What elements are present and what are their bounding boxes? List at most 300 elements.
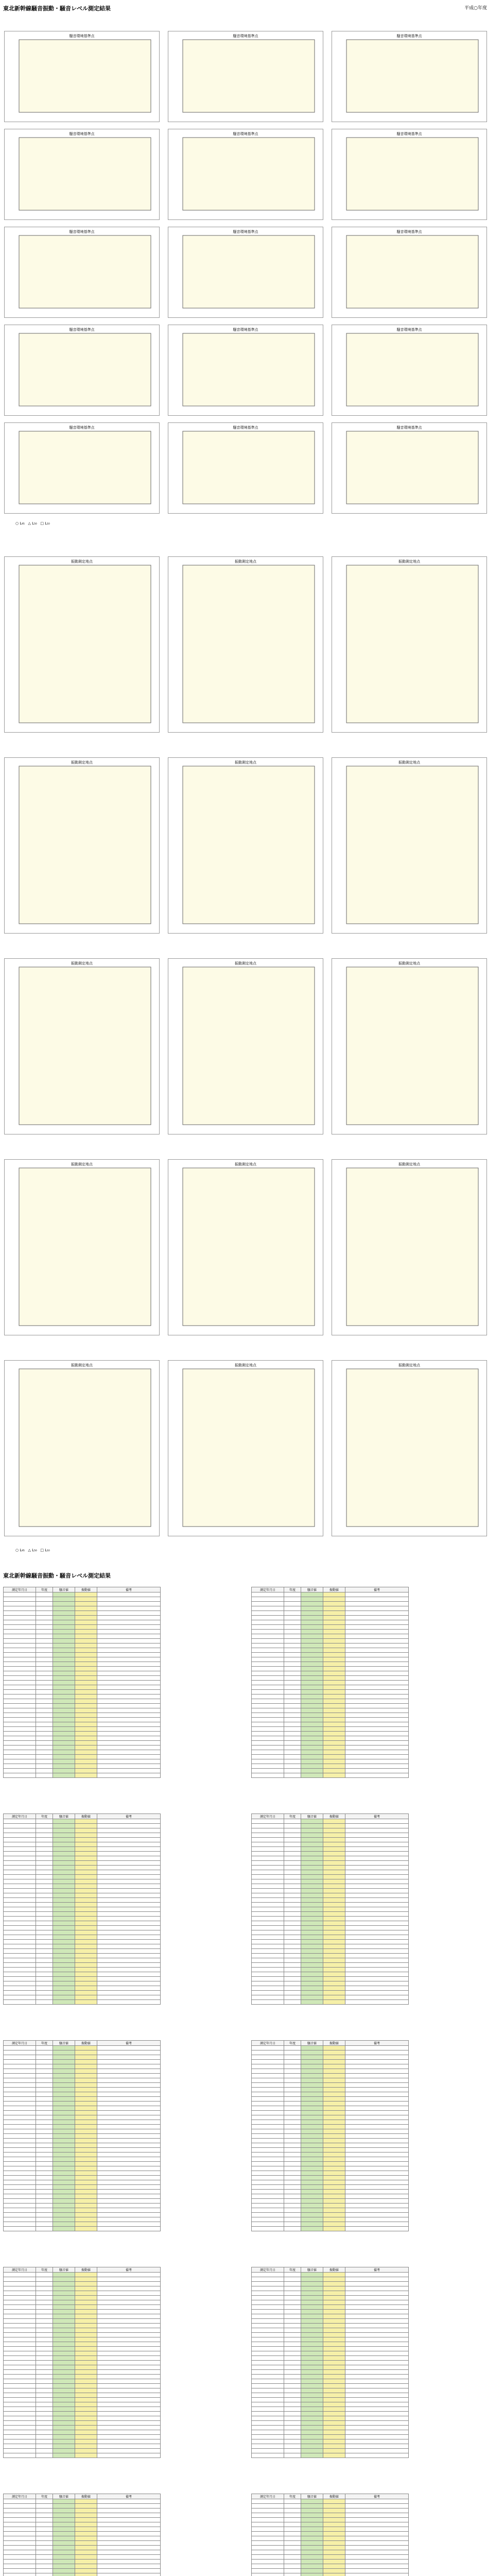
table-cell xyxy=(252,2569,284,2573)
table-cell xyxy=(4,1597,36,1602)
table-row xyxy=(252,2305,409,2310)
table-cell xyxy=(97,1662,161,1667)
table-cell xyxy=(252,1991,284,1995)
table-row xyxy=(252,1759,409,1764)
table-cell xyxy=(345,1954,409,1958)
header-right-label: 平成○年度 xyxy=(464,6,487,11)
table-cell xyxy=(252,1736,284,1741)
table-cell xyxy=(75,2273,97,2277)
table-row xyxy=(252,1907,409,1912)
table-cell xyxy=(4,1718,36,1722)
table-cell xyxy=(75,2430,97,2435)
table-cell xyxy=(36,1643,53,1648)
table-cell xyxy=(252,1727,284,1732)
table-cell xyxy=(301,1842,323,1847)
table-cell xyxy=(75,1879,97,1884)
table-cell xyxy=(36,2365,53,2370)
table-cell xyxy=(53,1977,75,1981)
table-cell xyxy=(323,1732,345,1736)
table-cell xyxy=(301,1764,323,1769)
table-cell xyxy=(4,1861,36,1866)
chart-title: 振動測定地点 xyxy=(235,961,256,965)
table-cell xyxy=(97,1643,161,1648)
table-cell xyxy=(301,1917,323,1921)
table-cell xyxy=(97,2050,161,2055)
table-cell xyxy=(345,1856,409,1861)
table-cell xyxy=(36,2532,53,2536)
table-cell xyxy=(53,2449,75,2453)
table-cell xyxy=(345,2222,409,2227)
table-cell xyxy=(4,1759,36,1764)
table-cell xyxy=(53,2273,75,2277)
table-cell xyxy=(323,2148,345,2153)
data-table-block xyxy=(251,2494,409,2576)
table-cell xyxy=(75,2375,97,2379)
table-header: 備考 xyxy=(97,1814,161,1819)
chart-title: 振動測定地点 xyxy=(71,560,93,564)
table-cell xyxy=(252,1722,284,1727)
table-row xyxy=(252,2430,409,2435)
table-row xyxy=(252,2083,409,2088)
table-row xyxy=(252,2134,409,2139)
chart-title: 騒音環境基準点 xyxy=(69,132,95,136)
table-cell xyxy=(75,2527,97,2532)
table-cell xyxy=(53,1704,75,1708)
table-cell xyxy=(252,2412,284,2416)
table-cell xyxy=(284,2300,301,2305)
table-row xyxy=(252,1819,409,1824)
table-cell xyxy=(345,1759,409,1764)
table-cell xyxy=(75,2083,97,2088)
table-cell xyxy=(252,1732,284,1736)
table-cell xyxy=(4,2550,36,2555)
table-cell xyxy=(75,1648,97,1653)
table-cell xyxy=(53,2106,75,2111)
chart-title: 振動測定地点 xyxy=(235,1363,256,1367)
table-cell xyxy=(301,2296,323,2300)
data-table xyxy=(251,1587,409,1778)
table-cell xyxy=(252,2560,284,2564)
table-cell xyxy=(36,2273,53,2277)
data-table xyxy=(3,2267,161,2458)
table-row xyxy=(252,1681,409,1685)
table-cell xyxy=(284,2402,301,2407)
table-cell xyxy=(252,1625,284,1630)
table-cell xyxy=(345,2527,409,2532)
table-cell xyxy=(97,2314,161,2319)
table-row xyxy=(252,2227,409,2231)
table-row xyxy=(4,1903,161,1907)
table-cell xyxy=(301,2273,323,2277)
table-row xyxy=(252,1940,409,1944)
table-cell xyxy=(301,1671,323,1676)
table-cell xyxy=(4,2194,36,2199)
data-table-block xyxy=(3,2494,161,2576)
table-row xyxy=(4,2550,161,2555)
table-cell xyxy=(4,1713,36,1718)
table-row xyxy=(4,1991,161,1995)
table-cell xyxy=(284,1893,301,1898)
table-row xyxy=(252,2046,409,2050)
table-cell xyxy=(301,1879,323,1884)
table-cell xyxy=(53,1884,75,1889)
table-cell xyxy=(4,1662,36,1667)
table-cell xyxy=(97,2111,161,2115)
table-row xyxy=(4,1963,161,1968)
table-cell xyxy=(345,1968,409,1972)
table-row xyxy=(252,2564,409,2569)
table-cell xyxy=(75,2541,97,2546)
table-cell xyxy=(323,1977,345,1981)
table-cell xyxy=(36,2388,53,2393)
table-cell xyxy=(97,1995,161,2000)
table-row xyxy=(252,2129,409,2134)
table-cell xyxy=(36,2375,53,2379)
table-cell xyxy=(97,1722,161,1727)
table-cell xyxy=(53,1694,75,1699)
table-row xyxy=(4,2333,161,2337)
table-cell xyxy=(36,2324,53,2328)
table-cell xyxy=(345,1625,409,1630)
table-row xyxy=(4,2000,161,2005)
table-cell xyxy=(75,1870,97,1875)
table-cell xyxy=(301,1597,323,1602)
table-cell xyxy=(53,2208,75,2213)
table-row xyxy=(252,1833,409,1838)
table-cell xyxy=(345,2569,409,2573)
table-cell xyxy=(36,1954,53,1958)
table-row xyxy=(4,1759,161,1764)
table-cell xyxy=(4,1676,36,1681)
table-cell xyxy=(345,2375,409,2379)
table-cell xyxy=(75,1991,97,1995)
table-cell xyxy=(345,1662,409,1667)
table-cell xyxy=(36,2351,53,2356)
table-row xyxy=(4,2277,161,2282)
table-cell xyxy=(97,2166,161,2171)
table-cell xyxy=(97,2199,161,2204)
table-cell xyxy=(75,2286,97,2291)
table-cell xyxy=(97,1875,161,1879)
table-cell xyxy=(36,1949,53,1954)
table-cell xyxy=(36,2213,53,2217)
table-cell xyxy=(284,1625,301,1630)
table-cell xyxy=(323,2430,345,2435)
table-cell xyxy=(53,1968,75,1972)
table-cell xyxy=(345,2416,409,2421)
table-cell xyxy=(75,1764,97,1769)
table-row xyxy=(4,1981,161,1986)
table-row xyxy=(4,2222,161,2227)
table-cell xyxy=(53,1852,75,1856)
table-cell xyxy=(323,2393,345,2398)
data-table xyxy=(3,1587,161,1778)
table-row xyxy=(252,1935,409,1940)
table-cell xyxy=(36,1889,53,1893)
table-cell xyxy=(4,2111,36,2115)
table-cell xyxy=(284,2347,301,2351)
table-cell xyxy=(301,1921,323,1926)
table-cell xyxy=(301,2550,323,2555)
table-cell xyxy=(97,2217,161,2222)
table-cell xyxy=(284,1764,301,1769)
table-cell xyxy=(301,1930,323,1935)
table-cell xyxy=(345,1833,409,1838)
table-row xyxy=(4,2064,161,2069)
table-cell xyxy=(323,1690,345,1694)
table-cell xyxy=(75,1616,97,1620)
table-cell xyxy=(36,2305,53,2310)
table-cell xyxy=(252,2361,284,2365)
table-cell xyxy=(284,2532,301,2536)
table-cell xyxy=(75,1930,97,1935)
chart-panel xyxy=(332,31,487,122)
table-cell xyxy=(97,2319,161,2324)
table-row xyxy=(252,1630,409,1634)
table-cell xyxy=(4,2569,36,2573)
table-cell xyxy=(36,1657,53,1662)
table-cell xyxy=(284,2388,301,2393)
table-row xyxy=(4,1620,161,1625)
table-row xyxy=(252,2314,409,2319)
table-cell xyxy=(301,1662,323,1667)
chart-plot xyxy=(168,325,323,415)
table-cell xyxy=(301,2291,323,2296)
table-cell xyxy=(345,1986,409,1991)
table-cell xyxy=(75,2222,97,2227)
table-cell xyxy=(53,1671,75,1676)
table-cell xyxy=(345,1907,409,1912)
table-cell xyxy=(36,1893,53,1898)
table-cell xyxy=(53,1889,75,1893)
table-row xyxy=(252,1676,409,1681)
table-cell xyxy=(301,2536,323,2541)
table-cell xyxy=(345,2453,409,2458)
table-cell xyxy=(323,1875,345,1879)
table-cell xyxy=(53,2227,75,2231)
plot-area xyxy=(346,138,478,210)
table-cell xyxy=(75,1833,97,1838)
table-cell xyxy=(53,2536,75,2541)
table-row xyxy=(4,2546,161,2550)
table-cell xyxy=(75,1606,97,1611)
table-cell xyxy=(301,2300,323,2305)
table-row xyxy=(4,2504,161,2509)
table-row xyxy=(252,2139,409,2143)
data-table xyxy=(3,2494,161,2576)
table-cell xyxy=(323,1681,345,1685)
table-cell xyxy=(345,2439,409,2444)
table-cell xyxy=(252,1995,284,2000)
table-cell xyxy=(75,1847,97,1852)
table-cell xyxy=(345,1630,409,1634)
table-cell xyxy=(53,2319,75,2324)
table-cell xyxy=(97,2060,161,2064)
table-cell xyxy=(301,2092,323,2097)
table-cell xyxy=(4,2319,36,2324)
table-cell xyxy=(284,2078,301,2083)
table-row xyxy=(4,1819,161,1824)
table-cell xyxy=(252,2504,284,2509)
table-cell xyxy=(53,1986,75,1991)
table-cell xyxy=(4,1824,36,1828)
table-cell xyxy=(301,1898,323,1903)
table-cell xyxy=(36,2078,53,2083)
table-cell xyxy=(345,1769,409,1773)
table-cell xyxy=(323,2227,345,2231)
table-row xyxy=(252,1648,409,1653)
table-cell xyxy=(345,2273,409,2277)
table-cell xyxy=(4,1963,36,1968)
table-cell xyxy=(323,1592,345,1597)
table-cell xyxy=(323,1898,345,1903)
table-cell xyxy=(4,2092,36,2097)
table-cell xyxy=(252,2426,284,2430)
table-cell xyxy=(53,1856,75,1861)
table-cell xyxy=(75,1944,97,1949)
table-cell xyxy=(75,1861,97,1866)
table-cell xyxy=(252,1828,284,1833)
table-cell xyxy=(75,2106,97,2111)
table-cell xyxy=(75,2088,97,2092)
table-cell xyxy=(301,2134,323,2139)
table-cell xyxy=(284,1690,301,1694)
table-header: 振動値 xyxy=(323,2267,345,2273)
table-row xyxy=(4,2522,161,2527)
table-cell xyxy=(75,2064,97,2069)
table-cell xyxy=(284,1944,301,1949)
table-cell xyxy=(75,2120,97,2125)
table-cell xyxy=(345,1755,409,1759)
table-cell xyxy=(36,2560,53,2564)
table-cell xyxy=(345,1634,409,1639)
table-cell xyxy=(323,1620,345,1625)
table-cell xyxy=(97,1842,161,1847)
table-cell xyxy=(252,1954,284,1958)
table-cell xyxy=(323,1842,345,1847)
table-cell xyxy=(284,2139,301,2143)
table-row xyxy=(4,1828,161,1833)
table-row xyxy=(4,2416,161,2421)
table-cell xyxy=(301,2453,323,2458)
table-row xyxy=(4,2324,161,2328)
table-cell xyxy=(301,2074,323,2078)
table-row xyxy=(4,2217,161,2222)
table-cell xyxy=(252,2190,284,2194)
table-cell xyxy=(53,2532,75,2536)
table-cell xyxy=(97,2157,161,2162)
table-cell xyxy=(4,2310,36,2314)
legend-item: △ L₅₀ xyxy=(28,521,37,526)
table-cell xyxy=(284,1912,301,1917)
table-cell xyxy=(53,2509,75,2513)
table-cell xyxy=(323,2166,345,2171)
table-cell xyxy=(323,1667,345,1671)
table-cell xyxy=(53,2375,75,2379)
table-cell xyxy=(75,1852,97,1856)
table-cell xyxy=(53,2333,75,2337)
table-header: 測定年月日 xyxy=(4,1587,36,1592)
table-cell xyxy=(36,1912,53,1917)
table-cell xyxy=(252,2208,284,2213)
table-cell xyxy=(97,2527,161,2532)
table-cell xyxy=(301,1935,323,1940)
table-row xyxy=(252,1597,409,1602)
chart-plot xyxy=(5,959,159,1134)
table-cell xyxy=(97,1616,161,1620)
chart-panel xyxy=(332,325,487,416)
table-cell xyxy=(323,2074,345,2078)
table-cell xyxy=(345,2204,409,2208)
table-row xyxy=(4,1750,161,1755)
table-cell xyxy=(75,2204,97,2208)
table-cell xyxy=(284,2305,301,2310)
table-cell xyxy=(252,1769,284,1773)
table-cell xyxy=(53,2176,75,2180)
chart-panel xyxy=(4,1360,160,1536)
table-cell xyxy=(345,2305,409,2310)
table-row xyxy=(252,2426,409,2430)
table-cell xyxy=(97,2426,161,2430)
table-cell xyxy=(75,2162,97,2166)
table-cell xyxy=(53,1879,75,1884)
table-cell xyxy=(284,1708,301,1713)
table-cell xyxy=(75,1620,97,1625)
table-cell xyxy=(36,1847,53,1852)
table-cell xyxy=(53,2222,75,2227)
table-cell xyxy=(4,2097,36,2102)
table-row xyxy=(252,2166,409,2171)
table-cell xyxy=(252,2550,284,2555)
table-row xyxy=(252,2439,409,2444)
table-cell xyxy=(252,1949,284,1954)
table-cell xyxy=(252,2064,284,2069)
table-cell xyxy=(53,1653,75,1657)
table-cell xyxy=(345,2393,409,2398)
table-row xyxy=(252,2569,409,2573)
table-cell xyxy=(323,2569,345,2573)
table-cell xyxy=(301,1958,323,1963)
table-cell xyxy=(36,1968,53,1972)
table-cell xyxy=(53,2365,75,2370)
table-cell xyxy=(97,1690,161,1694)
table-row xyxy=(4,2129,161,2134)
table-cell xyxy=(345,2361,409,2365)
table-cell xyxy=(301,1986,323,1991)
table-cell xyxy=(284,2157,301,2162)
table-row xyxy=(252,2421,409,2426)
table-cell xyxy=(252,2384,284,2388)
plot-area xyxy=(183,565,315,723)
table-cell xyxy=(323,2499,345,2504)
table-cell xyxy=(36,2055,53,2060)
table-cell xyxy=(75,2522,97,2527)
table-row xyxy=(4,2204,161,2208)
table-cell xyxy=(97,1708,161,1713)
table-cell xyxy=(97,2439,161,2444)
table-cell xyxy=(53,1634,75,1639)
table-cell xyxy=(36,2407,53,2412)
table-cell xyxy=(252,1866,284,1870)
table-cell xyxy=(53,2347,75,2351)
table-cell xyxy=(4,2074,36,2078)
table-cell xyxy=(75,1963,97,1968)
table-cell xyxy=(284,2384,301,2388)
table-cell xyxy=(301,2518,323,2522)
table-cell xyxy=(4,1981,36,1986)
table-row xyxy=(252,2375,409,2379)
table-cell xyxy=(301,2310,323,2314)
